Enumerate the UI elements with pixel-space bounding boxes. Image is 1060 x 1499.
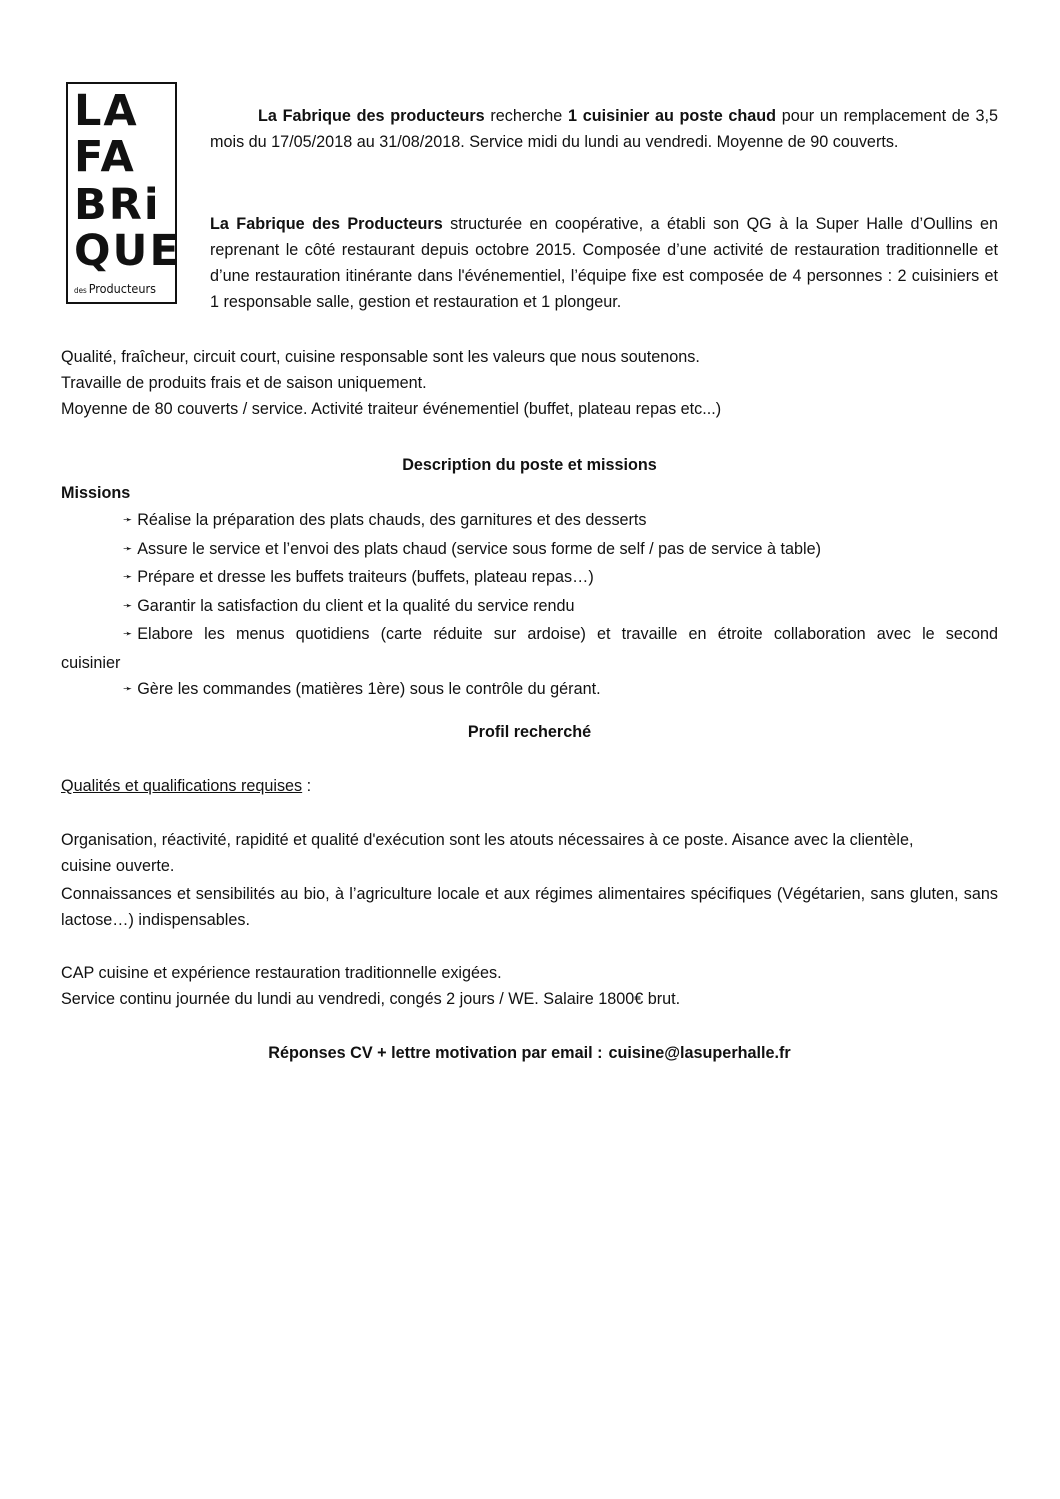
mission-item: ➛ Assure le service et l’envoi des plats chaud (service sous forme de self / pas de service à table) — [123, 539, 822, 558]
intro-paragraph-1: La Fabrique des producteurs recherche 1 cuisinier au poste chaud pour un remplacement de 3,5 mois du 17/05/2018 au 31/08/2018. Service midi du lundi au vendredi. Moyenne de 90 couverts. — [210, 107, 998, 151]
arrow-icon: ➛ — [123, 571, 133, 583]
mission-item: ➛ Réalise la préparation des plats chauds, des garnitures et des desserts — [123, 511, 647, 529]
mission-item: ➛ Prépare et dresse les buffets traiteurs (buffets, plateau repas…) — [123, 568, 594, 586]
logo-row: FA — [74, 132, 136, 182]
logo-row: QUE — [74, 226, 181, 276]
mission-item-continuation: cuisinier — [61, 653, 121, 672]
missions-list — [61, 507, 998, 705]
values-line: Qualité, fraîcheur, circuit court, cuisine responsable sont les valeurs que nous soutenons. — [61, 348, 700, 366]
contact-line: Réponses CV + lettre motivation par email : cuisine@lasuperhalle.fr — [268, 1044, 791, 1062]
arrow-icon: ➛ — [123, 514, 133, 526]
qualifications-label: Qualités et qualifications requises : — [61, 777, 312, 795]
missions-heading: Missions — [61, 484, 131, 502]
values-block — [61, 344, 998, 422]
arrow-icon: ➛ — [123, 683, 133, 695]
logo-row: LA — [74, 86, 139, 136]
arrow-icon: ➛ — [123, 542, 133, 555]
arrow-icon: ➛ — [123, 628, 133, 640]
requirements-line: CAP cuisine et expérience restauration traditionnelle exigées. — [61, 964, 502, 982]
arrow-icon: ➛ — [123, 599, 133, 612]
contact-email[interactable]: cuisine@lasuperhalle.fr — [608, 1044, 791, 1062]
profile-organisation-paragraph: Organisation, réactivité, rapidité et qualité d'exécution sont les atouts nécessaires à ce poste. Aisance avec la clientèle, cuisine ouverte. — [61, 831, 914, 875]
la-fabrique-logo — [66, 82, 181, 304]
values-line: Moyenne de 80 couverts / service. Activité traiteur événementiel (buffet, plateau repas etc...) — [61, 400, 722, 418]
profile-heading: Profil recherché — [467, 723, 592, 741]
profile-requirements-block — [61, 960, 998, 1012]
values-line: Travaille de produits frais et de saison uniquement. — [61, 374, 427, 392]
mission-item: ➛ Garantir la satisfaction du client et la qualité du service rendu — [123, 596, 575, 615]
profile-knowledge-paragraph: Connaissances et sensibilités au bio, à l’agriculture locale et aux régimes alimentaires spécifiques (Végétarien, sans gluten, sans lactose…) indispensables. — [61, 885, 998, 929]
logo-subtitle: des Producteurs — [74, 281, 156, 296]
description-heading: Description du poste et missions — [402, 456, 657, 474]
logo-row: BRi — [74, 180, 161, 230]
service-line: Service continu journée du lundi au vendredi, congés 2 jours / WE. Salaire 1800€ brut. — [61, 990, 681, 1008]
mission-item: ➛ Gère les commandes (matières 1ère) sous le contrôle du gérant. — [123, 680, 601, 698]
intro-paragraph-2: La Fabrique des Producteurs structurée en coopérative, a établi son QG à la Super Halle d’Oullins en reprenant le côté restaurant depuis octobre 2015. Composée d’une activité de restauration traditionnelle et d’une restauration itinérante dans l'événementiel, l’équipe fixe est composée de 4 personnes : 2 cuisiniers et 1 responsable salle, gestion et restauration et 1 plongeur. — [210, 215, 999, 311]
mission-item: ➛ Elabore les menus quotidiens (carte réduite sur ardoise) et travaille en étroite collaboration avec le second — [123, 625, 998, 643]
